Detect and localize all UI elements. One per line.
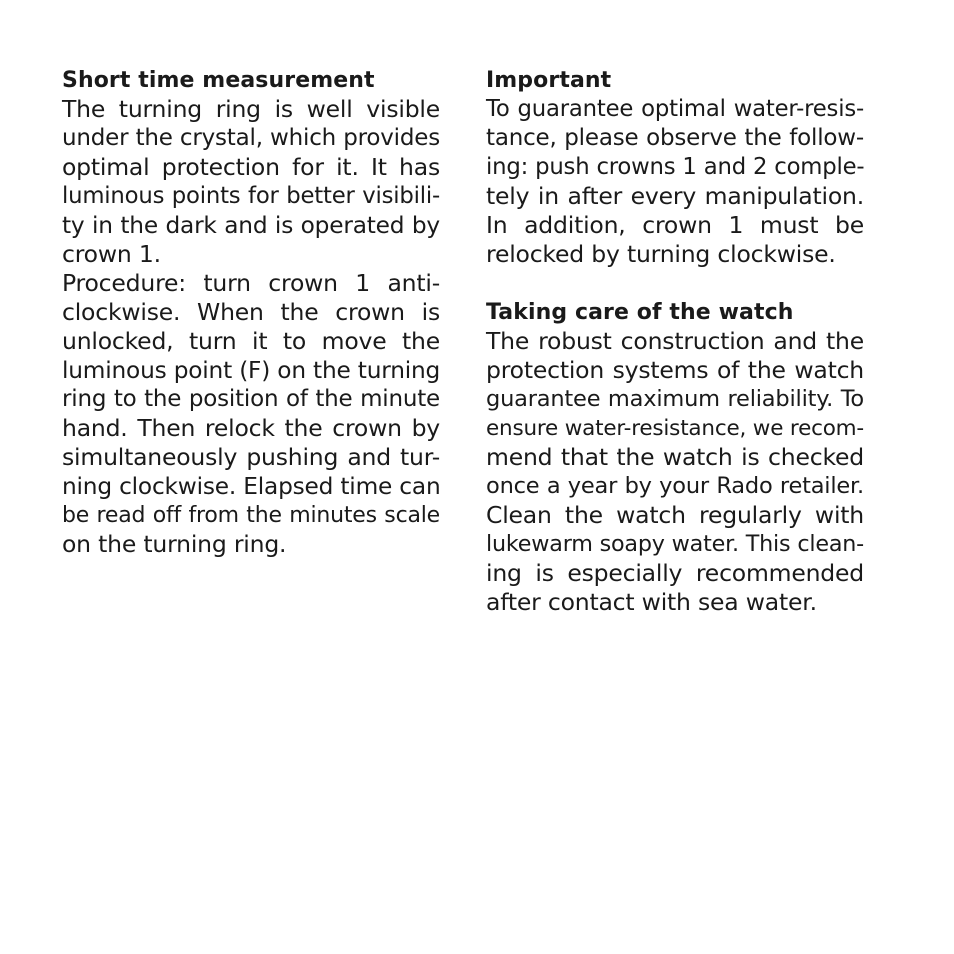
paragraph-taking-care bbox=[486, 327, 864, 617]
section-spacer bbox=[486, 269, 864, 298]
text-line: hand. Then relock the crown by bbox=[62, 414, 440, 442]
text-line: ty in the dark and is operated by bbox=[62, 212, 440, 239]
paragraph-turning-ring bbox=[62, 95, 440, 269]
text-line: be read off from the minutes scale bbox=[62, 503, 440, 528]
text-line: tely in after every manipulation. bbox=[486, 182, 864, 210]
paragraph-procedure bbox=[62, 269, 440, 559]
text-line: luminous points for better visibili- bbox=[62, 183, 440, 209]
paragraph-important bbox=[486, 95, 864, 269]
text-line: simultaneously pushing and tur- bbox=[62, 443, 440, 471]
section-title-taking-care: Taking care of the watch bbox=[486, 300, 794, 325]
text-line: clockwise. When the crown is bbox=[62, 298, 440, 326]
right-column bbox=[486, 66, 864, 617]
text-line: Clean the watch regularly with bbox=[486, 501, 864, 529]
text-line: on the turning ring. bbox=[62, 530, 287, 558]
section-title-important: Important bbox=[486, 68, 612, 93]
text-line: optimal protection for it. It has bbox=[62, 153, 440, 181]
text-line: under the crystal, which provides bbox=[62, 125, 440, 151]
text-line: protection systems of the watch bbox=[486, 356, 864, 384]
section-title-short-time-measurement: Short time measurement bbox=[62, 68, 375, 93]
text-line: unlocked, turn it to move the bbox=[62, 327, 440, 355]
text-line: once a year by your Rado retailer. bbox=[486, 473, 864, 499]
text-line: tance, please observe the follow- bbox=[486, 125, 864, 151]
text-line: Procedure: turn crown 1 anti- bbox=[62, 269, 440, 297]
text-line: In addition, crown 1 must be bbox=[486, 211, 864, 239]
text-line: The turning ring is well visible bbox=[62, 95, 440, 123]
left-column bbox=[62, 66, 440, 559]
text-line: To guarantee optimal water-resis- bbox=[486, 96, 864, 122]
text-line: ing: push crowns 1 and 2 comple- bbox=[486, 154, 865, 180]
text-line: lukewarm soapy water. This clean- bbox=[486, 531, 864, 557]
text-line: The robust construction and the bbox=[486, 327, 864, 355]
text-line: ing is especially recommended bbox=[486, 559, 864, 587]
text-line: ring to the position of the minute bbox=[62, 386, 440, 412]
text-line: after contact with sea water. bbox=[486, 588, 817, 616]
text-line: luminous point (F) on the turning bbox=[62, 357, 441, 384]
text-line: ensure water-resistance, we recom- bbox=[486, 416, 864, 441]
text-line: relocked by turning clockwise. bbox=[486, 240, 836, 268]
text-line: crown 1. bbox=[62, 240, 161, 268]
text-line: guarantee maximum reliability. To bbox=[486, 386, 864, 412]
text-line: ning clockwise. Elapsed time can bbox=[62, 473, 441, 500]
text-line: mend that the watch is checked bbox=[486, 443, 864, 471]
